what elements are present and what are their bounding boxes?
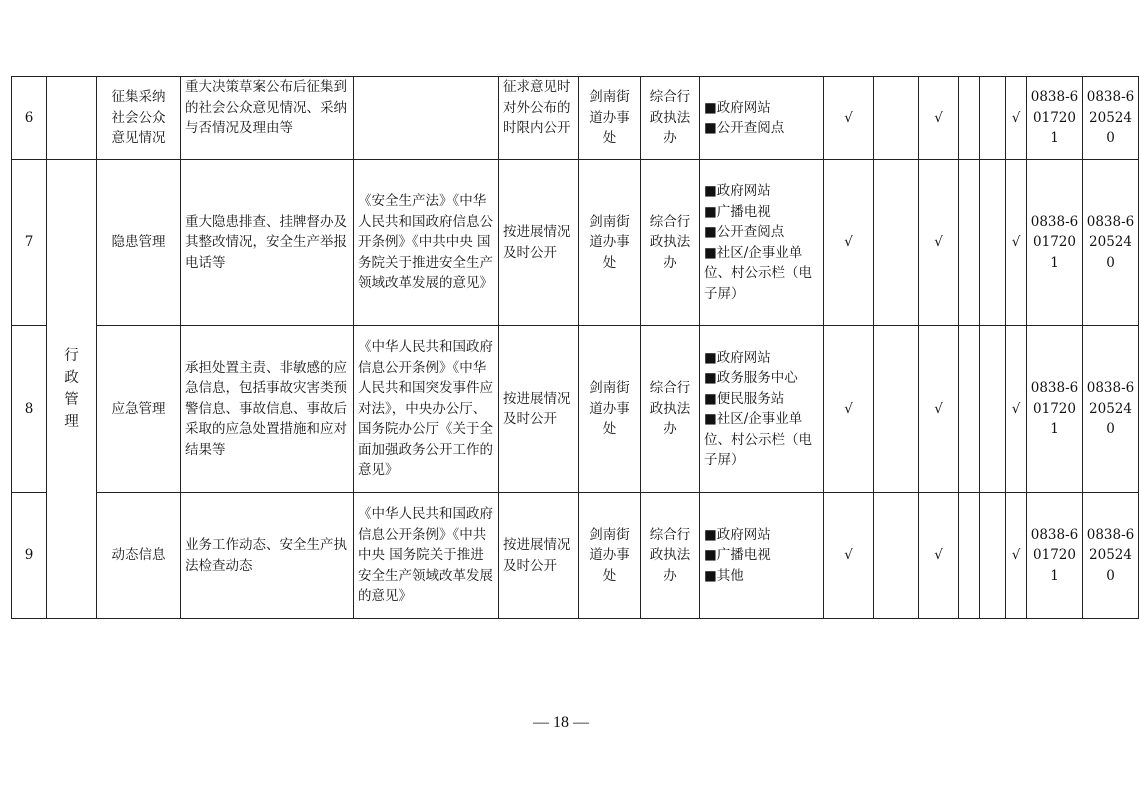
subject-cell [579,493,641,619]
page-number: — 18 — [533,714,589,731]
empty-cell [959,493,980,619]
timing-cell: 按进展情况及时公开 [499,493,579,619]
channel-item: ■广播电视 [704,547,771,564]
channel-list [704,98,819,139]
timing-cell: 征求意见时对外公布的时限内公开 [499,77,579,160]
channel-item: ■政府网站 [704,526,771,543]
empty-cell [874,77,919,160]
channel-item: ■政府网站 [704,349,771,366]
check-mark: √ [1006,493,1027,619]
basis-cell: 《中华人民共和国政府信息公开条例》《中华人民共和国突发事件应对法》，中央办公厅、国务院办公厅《关于全面加强政务公开工作的意见》 [354,326,499,493]
office-text: 综合行政执法办 [649,526,691,584]
subject-cell [579,326,641,493]
table-row [12,326,1139,493]
table-row [12,493,1139,619]
check-mark: √ [919,160,959,326]
check-mark: √ [824,493,874,619]
office-cell [641,77,700,160]
office-cell [641,160,700,326]
phone-number: 0838-6017201 [1027,493,1083,619]
row-index: 8 [12,326,47,493]
check-mark: √ [824,160,874,326]
row-index: 9 [12,493,47,619]
empty-cell [874,493,919,619]
channel-item: ■政务服务中心 [704,370,798,386]
basis-cell: 《安全生产法》《中华人民共和国政府信息公开条例》《中共中央 国务院关于推进安全生产领域改革发展的意见》 [354,160,499,326]
item-cell [97,77,181,160]
office-cell [641,493,700,619]
empty-cell [959,77,980,160]
channels-cell [700,326,824,493]
content-cell: 重大决策草案公布后征集到的社会公众意见情况、采纳与否情况及理由等 [181,77,354,160]
check-mark: √ [919,493,959,619]
check-mark: √ [1006,326,1027,493]
content-cell: 业务工作动态、安全生产执法检查动态 [181,493,354,619]
item-cell: 动态信息 [97,493,181,619]
channel-list [704,348,819,471]
channel-item: ■公开查阅点 [704,224,785,240]
channel-item: ■便民服务站 [704,390,785,407]
basis-cell: 《中华人民共和国政府信息公开条例》《中共中央 国务院关于推进安全生产领域改革发展的意见》 [354,493,499,619]
empty-cell [980,326,1006,493]
phone-number: 0838-6205240 [1083,160,1139,326]
empty-cell [959,326,980,493]
content-cell: 重大隐患排查、挂牌督办及其整改情况，安全生产举报电话等 [181,160,354,326]
channel-item: ■社区/企事业单位、村公示栏（电子屏） [704,411,812,468]
phone-number: 0838-6017201 [1027,160,1083,326]
phone-number: 0838-6017201 [1027,326,1083,493]
table-row [12,77,1139,160]
channel-item: ■社区/企事业单位、村公示栏（电子屏） [704,244,812,302]
subject-text: 剑南街道办事处 [589,213,630,271]
empty-cell [874,160,919,326]
check-mark: √ [919,77,959,160]
check-mark: √ [824,77,874,160]
timing-cell: 按进展情况及时公开 [499,326,579,493]
basis-cell [354,77,499,160]
channel-item: ■广播电视 [704,203,771,220]
channel-item: ■公开查阅点 [704,120,785,136]
category-text: 行政管理 [64,348,79,430]
office-text: 综合行政执法办 [649,89,691,147]
channels-cell [700,493,824,619]
channels-cell [700,160,824,326]
timing-cell: 按进展情况及时公开 [499,160,579,326]
table-row [12,160,1139,326]
row-index: 6 [12,77,47,160]
empty-cell [980,160,1006,326]
channel-list [704,181,819,304]
subject-cell [579,77,641,160]
phone-number: 0838-6017201 [1027,77,1083,160]
row-index: 7 [12,160,47,326]
check-mark: √ [824,326,874,493]
phone-number: 0838-6205240 [1083,77,1139,160]
subject-text: 剑南街道办事处 [589,89,630,147]
content-cell: 承担处置主责、非敏感的应急信息，包括事故灾害类预警信息、事故信息、事故后采取的应急处置措施和应对结果等 [181,326,354,493]
channel-item: ■政府网站 [704,99,771,116]
item-name: 征集采纳社会公众意见情况 [111,89,166,147]
office-text: 综合行政执法办 [649,380,691,438]
item-cell: 应急管理 [97,326,181,493]
channel-item: ■其他 [704,567,744,584]
empty-cell [959,160,980,326]
channels-cell [700,77,824,160]
subject-text: 剑南街道办事处 [589,380,630,438]
check-mark: √ [1006,160,1027,326]
disclosure-table [11,76,1139,619]
phone-number: 0838-6205240 [1083,326,1139,493]
office-text: 综合行政执法办 [649,213,691,271]
channel-item: ■政府网站 [704,183,771,199]
phone-number: 0838-6205240 [1083,493,1139,619]
empty-cell [980,77,1006,160]
empty-cell [980,493,1006,619]
channel-list [704,525,819,587]
subject-text: 剑南街道办事处 [589,526,630,584]
category-cell-empty [47,77,97,160]
category-cell [47,160,97,619]
empty-cell [874,326,919,493]
check-mark: √ [919,326,959,493]
item-cell: 隐患管理 [97,160,181,326]
check-mark: √ [1006,77,1027,160]
subject-cell [579,160,641,326]
office-cell [641,326,700,493]
